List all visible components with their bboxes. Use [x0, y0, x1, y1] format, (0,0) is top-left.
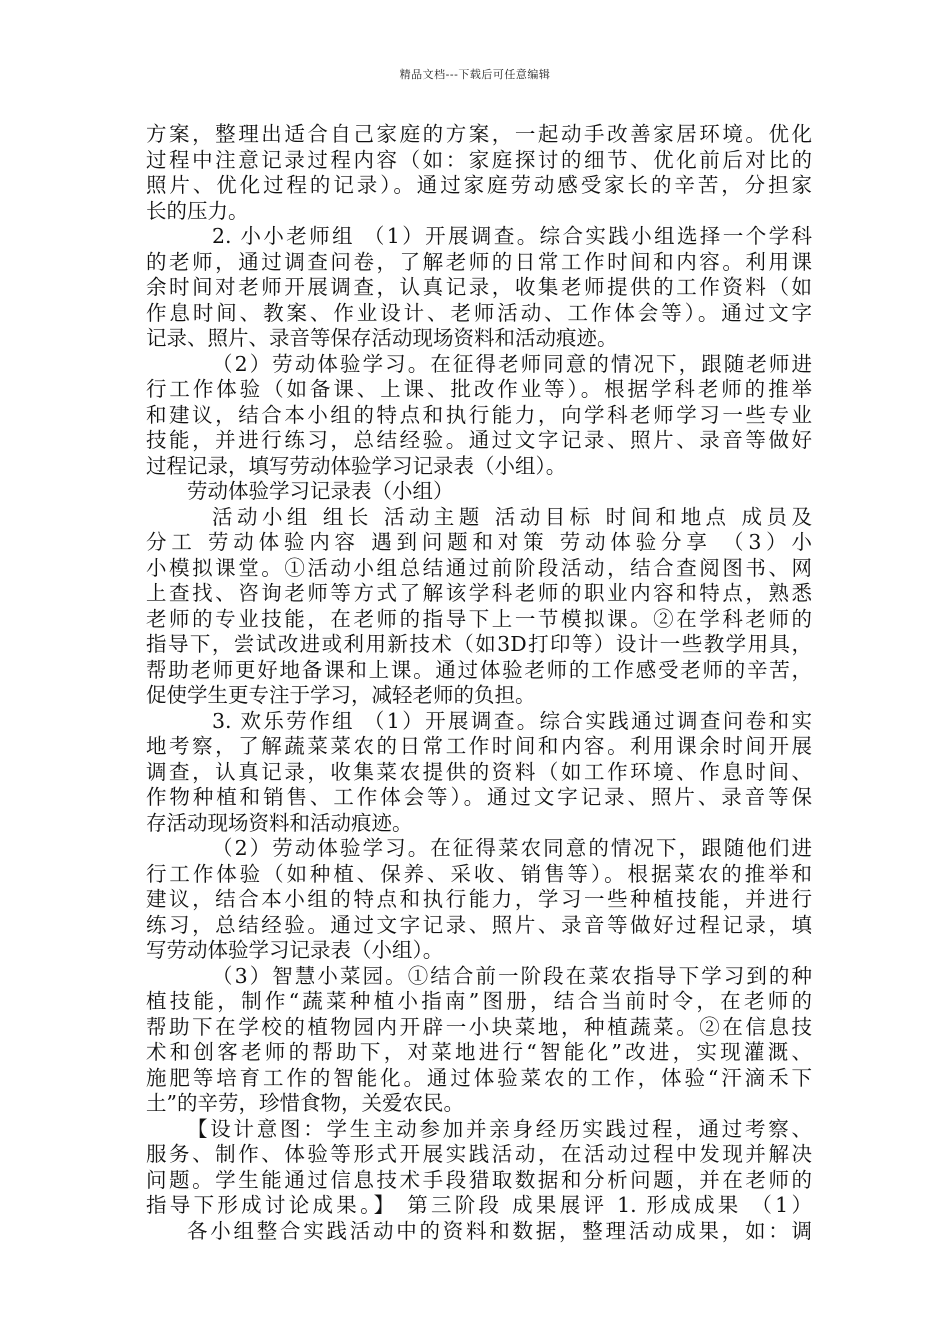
text-line: 帮助下在学校的植物园内开辟一小块菜地，种植蔬菜。②在信息技 — [146, 1014, 812, 1039]
text-line: 各小组整合实践活动中的资料和数据，整理活动成果，如：调 — [187, 1218, 812, 1243]
text-line: 建议，结合本小组的特点和执行能力，学习一些种植技能，并进行 — [146, 887, 812, 911]
text-line: 植技能，制作“蔬菜种植小指南”图册，结合当前时令，在老师的 — [146, 989, 812, 1013]
text-line: 上查找、咨询老师等方式了解该学科老师的职业内容和特点，熟悉 — [146, 581, 812, 605]
text-line: 服务、制作、体验等形式开展实践活动，在活动过程中发现并解决 — [146, 1142, 812, 1166]
text-line: 帮助老师更好地备课和上课。通过体验老师的工作感受老师的辛苦， — [146, 657, 812, 682]
text-line: 促使学生更专注于学习，减轻老师的负担。 — [146, 683, 536, 707]
text-line: 过程中注意记录过程内容（如：家庭探讨的细节、优化前后对比的 — [146, 147, 812, 172]
text-line: 术和创客老师的帮助下，对菜地进行“智能化”改进，实现灌溉、 — [146, 1040, 812, 1064]
document-body — [146, 122, 812, 1244]
text-line: 写劳动体验学习记录表（小组）。 — [146, 938, 444, 962]
text-line: 作物种植和销售、工作体会等）。通过文字记录、照片、录音等保 — [146, 785, 812, 809]
text-line: 2. 小小老师组 （1）开展调查。综合实践小组选择一个学科 — [212, 224, 812, 248]
text-line: 作息时间、教案、作业设计、老师活动、工作体会等）。通过文字 — [146, 300, 812, 325]
text-line: 指导下形成讨论成果。】 第三阶段 成果展评 1. 形成成果 （1） — [146, 1193, 812, 1217]
text-line: 行工作体验（如种植、保养、采收、销售等）。根据菜农的推举和 — [146, 861, 812, 886]
text-line: 和建议，结合本小组的特点和执行能力，向学科老师学习一些专业 — [146, 402, 812, 427]
text-line: 余时间对老师开展调查，认真记录，收集老师提供的工作资料（如 — [146, 275, 812, 299]
text-line: 老师的专业技能，在老师的指导下上一节模拟课。②在学科老师的 — [146, 606, 812, 631]
text-line: 施肥等培育工作的智能化。通过体验菜农的工作，体验“汗滴禾下 — [146, 1065, 812, 1090]
text-line: 照片、优化过程的记录）。通过家庭劳动感受家长的辛苦，分担家 — [146, 173, 812, 197]
text-line: 记录、照片、录音等保存活动现场资料和活动痕迹。 — [146, 326, 618, 350]
text-line: 问题。学生能通过信息技术手段猎取数据和分析问题，并在老师的 — [146, 1167, 812, 1192]
text-line: 过程记录，填写劳动体验学习记录表（小组）。 — [146, 453, 567, 478]
text-line: 小模拟课堂。①活动小组总结通过前阶段活动，结合查阅图书、网 — [146, 555, 812, 580]
text-line: （3）智慧小菜园。①结合前一阶段在菜农指导下学习到的种 — [212, 963, 812, 988]
text-line: 地考察，了解蔬菜菜农的日常工作时间和内容。利用课余时间开展 — [146, 734, 812, 758]
text-line: 练习，总结经验。通过文字记录、照片、录音等做好过程记录，填 — [146, 912, 812, 937]
text-line: 存活动现场资料和活动痕迹。 — [146, 810, 413, 835]
text-line: 活动小组 组长 活动主题 活动目标 时间和地点 成员及 — [212, 504, 812, 529]
text-line: 分工 劳动体验内容 遇到问题和对策 劳动体验分享 （3）小 — [146, 530, 812, 554]
text-line: 指导下，尝试改进或利用新技术（如3D打印等）设计一些教学用具， — [146, 632, 812, 656]
text-line: （2）劳动体验学习。在征得菜农同意的情况下，跟随他们进 — [212, 836, 812, 860]
text-line: 技能，并进行练习，总结经验。通过文字记录、照片、录音等做好 — [146, 428, 812, 452]
page-header: 精品文档---下载后可任意编辑 — [399, 68, 551, 81]
text-line: 3. 欢乐劳作组 （1）开展调查。综合实践通过调查问卷和实 — [212, 708, 812, 733]
text-line: 劳动体验学习记录表（小组） — [187, 479, 454, 503]
text-line: 的老师，通过调查问卷，了解老师的日常工作时间和内容。利用课 — [146, 249, 812, 274]
text-line: 【设计意图：学生主动参加并亲身经历实践过程，通过考察、 — [187, 1116, 812, 1141]
text-line: （2）劳动体验学习。在征得老师同意的情况下，跟随老师进 — [212, 351, 812, 376]
text-line: 方案，整理出适合自己家庭的方案，一起动手改善家居环境。优化 — [146, 122, 812, 146]
text-line: 土”的辛劳，珍惜食物，关爱农民。 — [146, 1091, 464, 1115]
text-line: 长的压力。 — [146, 198, 249, 223]
text-line: 行工作体验（如备课、上课、批改作业等）。根据学科老师的推举 — [146, 377, 812, 401]
text-line: 调查，认真记录，收集菜农提供的资料（如工作环境、作息时间、 — [146, 759, 812, 784]
